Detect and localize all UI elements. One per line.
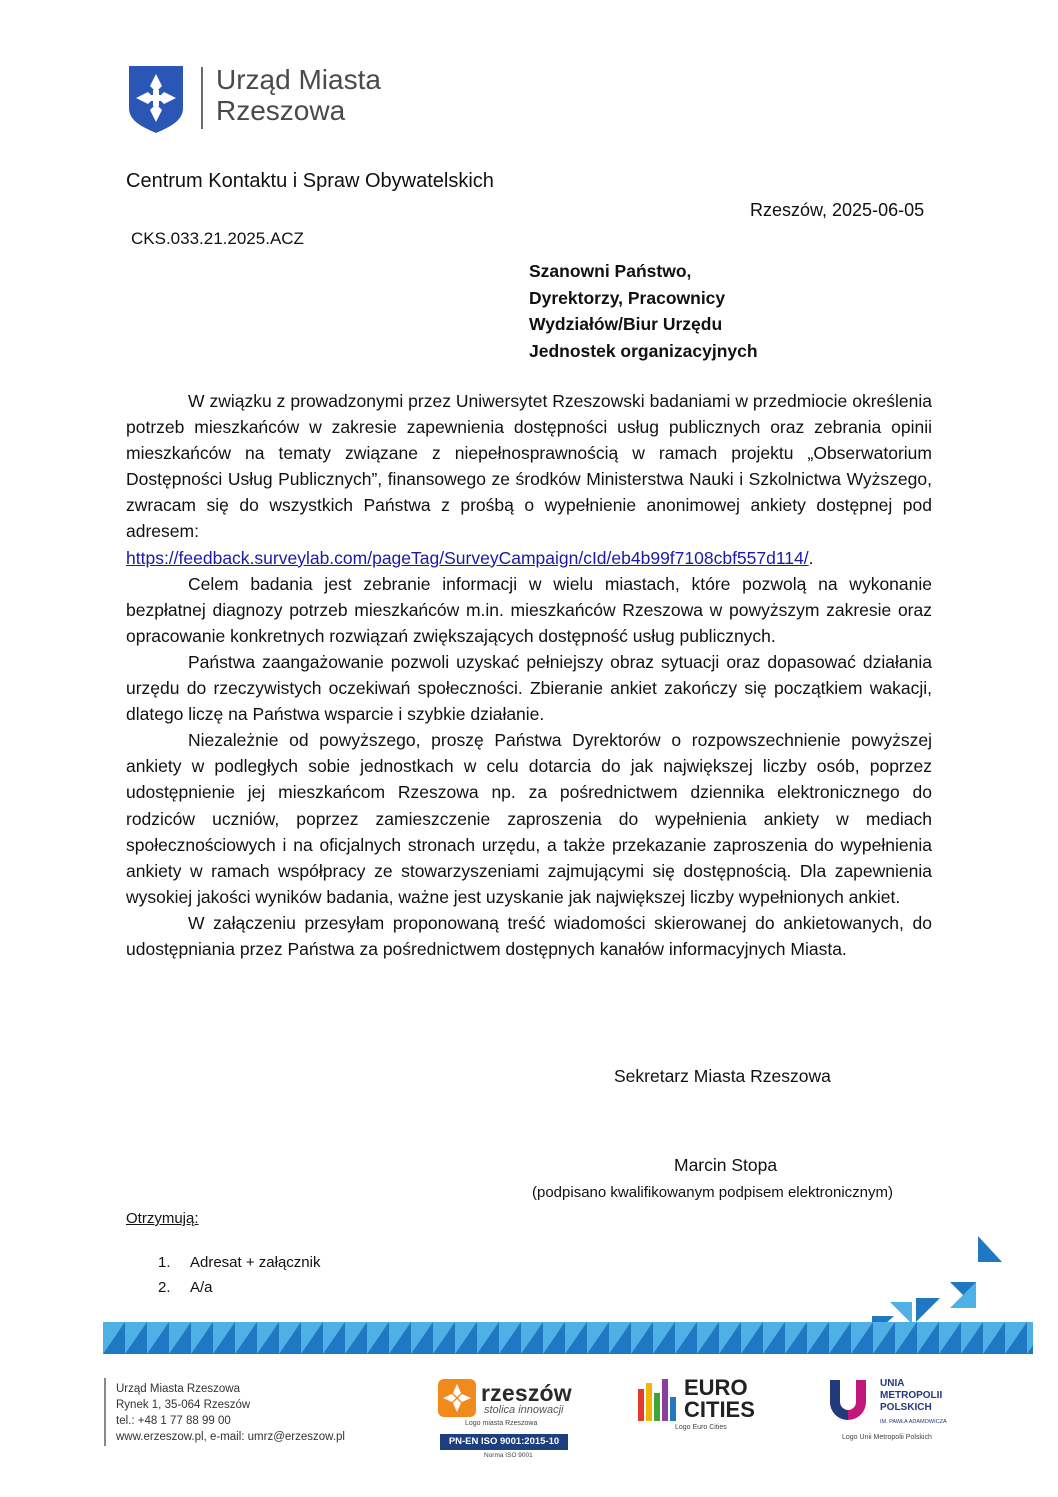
paragraph-5: W załączeniu przesyłam proponowaną treść wiadomości skierowanej do ankietowanych, do udostępniania przez Państwa za pośrednictwem dostępnych kanałów informacyjnych Miasta.: [126, 912, 932, 959]
paragraph-4: Niezależnie od powyższego, proszę Państwa Dyrektorów o rozpowszechnienie powyższej ankiety w podległych sobie jednostkach w celu dotarcia do jak największej liczby osób, poprzez udostępnienie jej mieszkańcom Rzeszowa np. za pośrednictwem dziennika elektronicznego do rodziców uczniów, poprzez zamieszczenie zaproszenia do wypełnienia ankiety w mediach społecznościowych i na oficjalnych stronach urzędu, a także przekazanie zaproszenia do wypełnienia ankiety w ramach współpracy ze stowarzyszeniami zajmującymi się dostępnością. Dla zapewnienia wysokiej jakości wyników badania, ważne jest uzyskanie jak największej liczby wypełnionych ankiet.: [126, 730, 932, 907]
unia-line-2: METROPOLII: [880, 1390, 943, 1401]
unia-caption: Logo Unii Metropolii Polskich: [842, 1434, 932, 1441]
link-suffix: .: [808, 547, 814, 568]
signer-title: Sekretarz Miasta Rzeszowa: [614, 1066, 831, 1086]
place-date: Rzeszów, 2025-06-05: [750, 200, 925, 220]
city-crest-icon: [127, 64, 185, 134]
addressee-line: Wydziałów/Biur Urzędu: [529, 314, 723, 334]
decorative-band: [103, 1322, 1033, 1354]
eurocities-line-2: CITIES: [684, 1397, 755, 1422]
footer-address: [116, 1381, 345, 1445]
rzeszow-logo-word: rzeszów: [481, 1380, 572, 1406]
footer-address-line: www.erzeszow.pl, e-mail: umrz@erzeszow.pl: [116, 1431, 345, 1443]
reference-number: CKS.033.21.2025.ACZ: [131, 229, 304, 248]
list-number: 1.: [158, 1254, 171, 1271]
unia-line-3: POLSKICH: [880, 1402, 932, 1413]
footer-divider: [104, 1378, 106, 1446]
eurocities-caption: Logo Euro Cities: [675, 1424, 727, 1431]
paragraph-1: W związku z prowadzonymi przez Uniwersytet Rzeszowski badaniami w przedmiocie określenia potrzeb mieszkańców w zakresie zapewnienia dostępności usług publicznych oraz zebrania opinii mieszkańców na tematy związane z niepełnosprawnością w ramach projektu „Obserwatorium Dostępności Usług Publicznych”, finansowego ze środków Ministerstwa Nauki i Szkolnictwa Wyższego, zwracam się do wszystkich Państwa z prośbą o wypełnienie anonimowej ankiety dostępnej pod adresem:: [126, 391, 932, 542]
unia-metropolii-logo-icon: [826, 1378, 870, 1422]
list-item: [158, 1275, 320, 1300]
eurocities-line-1: EURO: [684, 1375, 748, 1400]
addressee-line: Jednostek organizacyjnych: [529, 340, 758, 361]
rzeszow-logo-icon: [437, 1378, 477, 1418]
survey-link[interactable]: https://feedback.surveylab.com/pageTag/SurveyCampaign/cId/eb4b99f7108cbf557d114/: [126, 547, 809, 568]
unia-metropolii-logo-text: [880, 1378, 942, 1414]
paragraph-3: Państwa zaangażowanie pozwoli uzyskać pełniejszy obraz sytuacji oraz dopasować działania urzędu do rzeczywistych oczekiwań społeczności. Zbieranie ankiet zakończy się początkiem wakacji, dlatego liczę na Państwa wsparcie i szybkie działanie.: [126, 651, 932, 725]
recipients-list: [158, 1250, 320, 1300]
footer-address-line: tel.: +48 1 77 88 99 00: [116, 1415, 231, 1427]
addressee-line: Szanowni Państwo,: [529, 261, 692, 281]
unia-line-1: UNIA: [880, 1378, 905, 1389]
office-logo-text: [216, 64, 381, 126]
addressee-block: [529, 258, 758, 364]
iso-badge: PN-EN ISO 9001:2015-10: [440, 1434, 568, 1450]
eurocities-logo-icon: [638, 1379, 676, 1421]
logo-divider: [201, 67, 203, 129]
letter-body: [126, 388, 932, 962]
paragraph-2: Celem badania jest zebranie informacji w wielu miastach, które pozwolą na wykonanie bezpłatnej diagnozy potrzeb mieszkańców m.in. mieszkańców Rzeszowa w powyższym zakresie oraz opracowanie konkretnych rozwiązań zwiększających dostępność usług publicznych.: [126, 573, 932, 646]
list-text: A/a: [190, 1279, 213, 1296]
footer-address-line: Rynek 1, 35-064 Rzeszów: [116, 1399, 251, 1411]
logo-line-2: Rzeszowa: [216, 95, 346, 126]
addressee-line: Dyrektorzy, Pracownicy: [529, 287, 726, 308]
survey-link-line: [126, 545, 932, 571]
signer-name: Marcin Stopa: [674, 1155, 778, 1175]
recipients-label: Otrzymują:: [126, 1210, 199, 1227]
iso-caption: Norma ISO 9001: [484, 1452, 533, 1459]
list-number: 2.: [158, 1279, 171, 1296]
footer-address-line: Urząd Miasta Rzeszowa: [116, 1383, 240, 1395]
unia-small-text: IM. PAWŁA ADAMOWICZA: [880, 1419, 947, 1425]
signature-note: (podpisano kwalifikowanym podpisem elektronicznym): [532, 1184, 893, 1201]
list-text: Adresat + załącznik: [190, 1254, 321, 1271]
rzeszow-logo-caption: Logo miasta Rzeszowa: [465, 1420, 538, 1427]
unit-name: Centrum Kontaktu i Spraw Obywatelskich: [126, 170, 494, 192]
list-item: [158, 1250, 320, 1275]
eurocities-logo-text: [684, 1377, 755, 1421]
rzeszow-logo-tagline: stolica innowacji: [484, 1404, 564, 1416]
logo-line-1: Urząd Miasta: [216, 64, 381, 95]
